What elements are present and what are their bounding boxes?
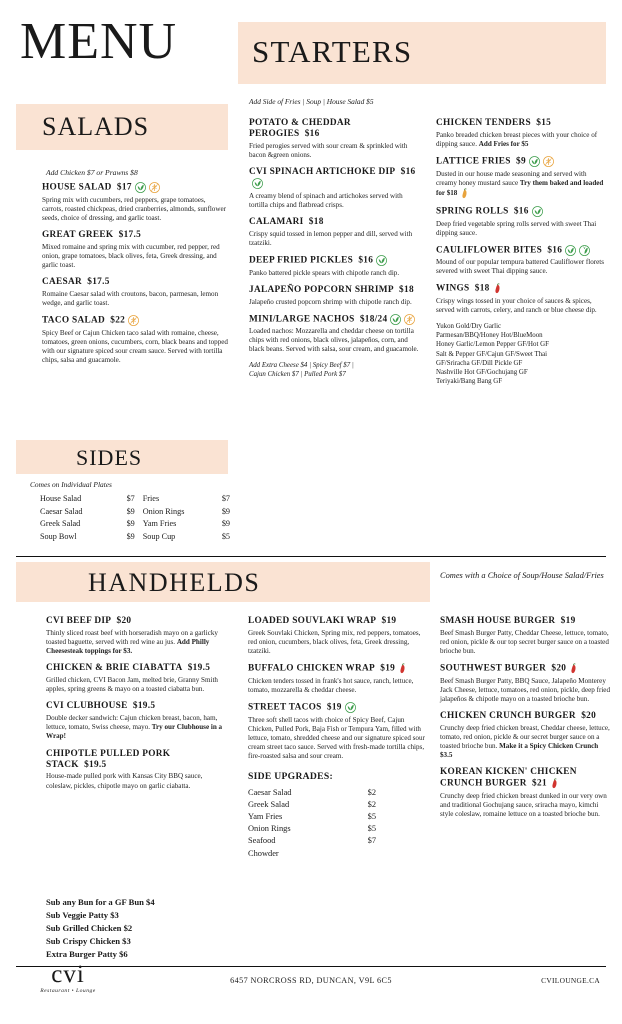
menu-item <box>42 277 228 308</box>
menu-item-description: Crispy wings tossed in your choice of sauces & spices, served with carrots, celery, and ranch or blue cheese dip. <box>436 297 597 315</box>
footer-website: CVILOUNGE.CA <box>541 976 600 985</box>
salads-section-header <box>16 104 228 150</box>
menu-item <box>249 118 421 160</box>
salads-note: Add Chicken $7 or Prawns $8 <box>46 168 138 177</box>
menu-item <box>249 255 421 278</box>
salads-title: SALADS <box>42 112 150 141</box>
side-name: Caesar Salad <box>40 506 83 516</box>
gluten-free-icon <box>404 314 415 325</box>
menu-item-name: CHICKEN TENDERS $15 <box>436 118 552 128</box>
upgrade-price: $5 <box>367 811 376 821</box>
menu-item-description: Chicken tenders tossed in frank's hot sauce, ranch, lettuce, tomato, mozzarella & cheddar cheese. <box>248 676 414 694</box>
side-name: Fries <box>142 493 160 503</box>
menu-item-description: House-made pulled pork with Kansas City BBQ sauce, coleslaw, pickles, chipotle mayo on garlic ciabatta. <box>46 772 203 790</box>
menu-item <box>46 616 228 656</box>
menu-item-name: CHICKEN CRUNCH BURGER $20 <box>440 711 597 722</box>
menu-item-description: Dusted in our house made seasoning and served with creamy honey mustard sauce Try them baked and loaded for $18 <box>436 169 604 198</box>
side-price: $9 <box>221 506 230 516</box>
upgrade-price: $2 <box>367 799 376 809</box>
table-row <box>248 810 376 822</box>
menu-item-name: CAULIFLOWER BITES $16 V <box>436 245 608 257</box>
starters-title: STARTERS <box>252 34 413 69</box>
addon-line: Sub Veggie Patty $3 <box>46 910 119 921</box>
spicy-icon <box>460 188 469 199</box>
side-name: Soup Cup <box>142 532 176 542</box>
menu-item-description: Mixed romaine and spring mix with cucumber, red pepper, red onion, grape tomatoes, black olives, feta, Greek dressing, and garlic toast. <box>42 242 220 269</box>
starters-section-header <box>238 22 606 84</box>
menu-item-name: CALAMARI $18 <box>249 216 324 227</box>
menu-item-description: Mound of our popular tempura battered Cauliflower florets severed with sweet Thai dipping sauce. <box>436 258 605 276</box>
salads-list <box>42 182 228 372</box>
menu-item <box>42 182 228 223</box>
vegetarian-icon <box>376 255 387 266</box>
menu-item-name: BUFFALO CHICKEN WRAP $19 <box>248 663 430 675</box>
table-row <box>248 798 376 810</box>
menu-item-description: Loaded nachos: Mozzarella and cheddar cheese on tortilla chips with red onions, black olives, jalapeños, corn, and black beans. Served with salsa, sour cream, and guacamole. <box>249 327 419 354</box>
menu-item-name: CVI SPINACH ARTICHOKE DIP $16 <box>249 167 421 190</box>
menu-item-highlight: Make it a Spicy Chicken Crunch $3.5 <box>440 742 599 760</box>
table-row <box>40 518 230 531</box>
sides-section-header <box>16 440 228 474</box>
addon-line: Sub Grilled Chicken $2 <box>46 923 133 934</box>
handhelds-column-2 <box>248 616 430 859</box>
starters-column-1 <box>249 118 421 379</box>
spicy-icon <box>550 778 559 789</box>
vegetarian-icon <box>252 178 263 189</box>
menu-item-description: Three soft shell tacos with choice of Spicy Beef, Cajun Chicken, Pulled Pork, Baja Fish or Tempura Yam, filled with lettuce, tomato, shredded cheese and our signature spiced sour cream street taco sauce. Served with fresh-made tortilla chips, fire-roasted salsa and sour cream. <box>248 715 425 760</box>
menu-item-name: POTATO & CHEDDAR PEROGIES $16 <box>249 118 351 139</box>
side-price: $9 <box>126 506 135 516</box>
menu-item <box>436 245 608 277</box>
menu-item <box>249 314 421 355</box>
menu-item <box>440 767 612 819</box>
menu-item-name: SPRING ROLLS $16 <box>436 206 608 218</box>
menu-item-name: STREET TACOS $19 <box>248 702 430 714</box>
handhelds-column-1 <box>46 616 228 798</box>
side-price: $9 <box>221 519 230 529</box>
vegan-icon <box>579 245 590 256</box>
handhelds-column-3 <box>440 616 612 826</box>
menu-item-description: Double decker sandwich: Cajun chicken breast, bacon, ham, lettuce, tomato, Swiss cheese, mayo. Try our Clubhouse in a Wrap! <box>46 714 223 741</box>
starters-column-2 <box>436 118 608 386</box>
menu-item <box>46 701 228 741</box>
menu-item-description: Deep fried vegetable spring rolls served with sweet Thai dipping sauce. <box>436 219 597 237</box>
menu-item <box>249 285 421 307</box>
menu-item-description: Beef Smash Burger Patty, BBQ Sauce, Jalapeño Monterey Jack Cheese, lettuce, tomatoes, red onion, pickle, deep fried jalapeños & chipotle mayo on a toasted brioche bun. <box>440 676 610 703</box>
addon-line: Extra Burger Patty $6 <box>46 949 128 960</box>
vegetarian-icon <box>529 156 540 167</box>
logo-mark: cvi <box>51 961 85 988</box>
sides-note: Comes on Individual Plates <box>30 480 112 489</box>
upgrade-price: $5 <box>367 824 376 834</box>
side-price: $9 <box>126 519 135 529</box>
footer-address: 6457 NORCROSS RD, DUNCAN, V9L 6C5 <box>230 976 392 985</box>
vegetarian-icon <box>532 206 543 217</box>
menu-item <box>436 156 608 199</box>
side-name: Soup Bowl <box>40 532 77 542</box>
menu-item <box>46 749 228 791</box>
upgrade-price: $2 <box>367 787 376 797</box>
sides-price-grid <box>40 492 230 543</box>
table-row <box>40 492 230 505</box>
upgrade-name: Yam Fries <box>248 811 283 821</box>
side-price: $7 <box>126 493 135 503</box>
gluten-free-icon <box>543 156 554 167</box>
menu-item <box>249 217 421 248</box>
addon-line: Sub any Bun for a GF Bun $4 <box>46 897 155 907</box>
vegetarian-icon <box>390 314 401 325</box>
sides-title: SIDES <box>76 445 143 470</box>
starters-side-note: Add Side of Fries | Soup | House Salad $5 <box>249 97 374 106</box>
gluten-free-icon <box>128 315 139 326</box>
menu-item <box>249 167 421 210</box>
menu-item <box>436 118 608 149</box>
addons-list <box>46 896 236 961</box>
menu-item-highlight: Add Fries for $5 <box>478 140 529 149</box>
menu-item-description: Thinly sliced roast beef with horseradish mayo on a garlicky toasted baguette, served with red wine au jus. Add Philly Cheesesteak toppings for $3. <box>46 628 218 656</box>
menu-item-name: WINGS $18 <box>436 283 608 295</box>
spicy-icon <box>569 663 578 674</box>
upgrade-price: $7 <box>367 836 376 846</box>
spicy-icon <box>493 283 502 294</box>
menu-item-highlight: Try them baked and loaded for $18 <box>436 178 604 198</box>
menu-item-description: Fried perogies served with sour cream & sprinkled with bacon &green onions. <box>249 141 408 160</box>
side-name: Greek Salad <box>40 519 81 529</box>
page-title: MENU <box>20 13 178 70</box>
vegetarian-icon <box>135 182 146 193</box>
menu-item-name: SMASH HOUSE BURGER $19 <box>440 616 576 626</box>
upgrade-name: Chowder <box>248 848 279 858</box>
side-name: House Salad <box>40 493 82 503</box>
menu-item <box>436 206 608 238</box>
menu-item-name: LATTICE FRIES $9 <box>436 156 608 168</box>
table-row <box>248 786 376 798</box>
table-row <box>40 530 230 543</box>
menu-item-name: CAESAR $17.5 <box>42 277 110 288</box>
menu-item-description: A creamy blend of spinach and artichokes served with tortilla chips and flatbread crisps. <box>249 191 403 209</box>
gluten-free-icon <box>149 182 160 193</box>
side-price: $9 <box>126 532 135 542</box>
upgrade-name: Onion Rings <box>248 824 291 834</box>
table-row <box>248 823 376 835</box>
upgrade-name: Caesar Salad <box>248 787 292 797</box>
menu-item <box>248 663 430 695</box>
menu-item-description: Spring mix with cucumbers, red peppers, grape tomatoes, carrots, roasted chickpeas, dried cranberries, almonds, sunflower seeds, choice of dressing, and garlic toast. <box>42 195 226 222</box>
menu-item <box>42 230 228 270</box>
upgrade-price <box>355 847 376 859</box>
menu-item-description: Romaine Caesar salad with croutons, bacon, parmesan, lemon wedge, and garlic toast. <box>42 290 219 308</box>
table-row <box>248 835 376 847</box>
vegetarian-icon <box>345 702 356 713</box>
side-upgrades-title: SIDE UPGRADES: <box>248 770 333 782</box>
svg-text:V: V <box>583 245 586 250</box>
menu-item-name: LOADED SOUVLAKI WRAP $19 <box>248 616 397 626</box>
menu-item <box>46 663 228 694</box>
side-price: $5 <box>221 532 230 542</box>
addon-line: Sub Crispy Chicken $3 <box>46 936 131 947</box>
handhelds-title: HANDHELDS <box>88 568 261 597</box>
table-row <box>40 505 230 518</box>
menu-item-name: CVI CLUBHOUSE $19.5 <box>46 701 156 712</box>
menu-item-description: Beef Smash Burger Patty, Cheddar Cheese, lettuce, tomato, red onion, pickle & our top secret burger sauce on a toasted brioche bun. <box>440 628 609 656</box>
menu-item <box>436 283 608 315</box>
menu-item-highlight: Add Philly Cheesesteak toppings for $3. <box>46 638 210 656</box>
wing-flavours-list: Yukon Gold/Dry Garlic Parmesan/BBQ/Honey Hot/BlueMoon Honey Garlic/Lemon Pepper GF/Hot GF Salt & Pepper GF/Cajun GF/Sweet Thai GF/Sriracha GF/Dill Pickle GF Nashville Hot GF/Gochujang GF Teriyaki/Bang Bang GF <box>436 323 549 385</box>
menu-item <box>42 315 228 365</box>
menu-item-description: Crispy squid tossed in lemon pepper and dill, served with tzatziki. <box>249 229 413 247</box>
menu-item <box>440 711 612 760</box>
menu-item <box>440 663 612 704</box>
handhelds-section-header <box>16 562 430 602</box>
menu-item-description: Panko breaded chicken breast pieces with your choice of dipping sauce. Add Fries for $5 <box>436 130 598 149</box>
menu-item-name: CVI BEEF DIP $20 <box>46 616 132 626</box>
side-name: Onion Rings <box>142 506 185 516</box>
upgrade-name: Greek Salad <box>248 799 290 809</box>
menu-item-description: Grilled chicken, CVI Bacon Jam, melted brie, Granny Smith apples, spring greens & mayo on a toasted ciabatta bun. <box>46 676 218 694</box>
logo-subtitle: Restaurant • Lounge <box>40 988 96 994</box>
menu-item-name: JALAPEÑO POPCORN SHRIMP $18 <box>249 284 414 295</box>
menu-item-description: Crunchy deep fried chicken breast, Cheddar cheese, lettuce, tomato, red onion, pickle & our secret burger sauce on a toasted brioche bun. Make it a Spicy Chicken Crunch $3.5 <box>440 724 610 760</box>
menu-item-description: Panko battered pickle spears with chipotle ranch dip. <box>249 268 400 277</box>
menu-item <box>248 702 430 761</box>
menu-item-name: TACO SALAD $22 <box>42 315 228 327</box>
menu-item-name: KOREAN KICKEN' CHICKEN CRUNCH BURGER $21 <box>440 767 577 789</box>
menu-item-name: GREAT GREEK $17.5 <box>42 229 142 240</box>
menu-item <box>440 616 612 656</box>
side-upgrades-list <box>248 786 430 859</box>
side-price: $7 <box>221 493 230 503</box>
side-name: Yam Fries <box>142 519 177 529</box>
handhelds-note: Comes with a Choice of Soup/House Salad/Fries <box>440 571 604 580</box>
spicy-icon <box>398 663 407 674</box>
vegetarian-icon <box>565 245 576 256</box>
menu-item-name: DEEP FRIED PICKLES $16 <box>249 255 421 267</box>
menu-item-highlight: Try our Clubhouse in a Wrap! <box>46 723 223 741</box>
nachos-add-ons: Add Extra Cheese $4 | Spicy Beef $7 | Cajun Chicken $7 | Pulled Pork $7 <box>249 361 354 378</box>
menu-item-name: CHICKEN & BRIE CIABATTA $19.5 <box>46 663 211 674</box>
menu-item-name: HOUSE SALAD $17 <box>42 182 228 194</box>
section-divider <box>16 556 606 557</box>
menu-item-name: MINI/LARGE NACHOS $18/24 <box>249 314 421 326</box>
menu-item-description: Greek Souvlaki Chicken, Spring mix, red peppers, tomatoes, red onion, cucumbers, black olives, feta, Greek dressing, tzatziki. <box>248 628 421 656</box>
table-row <box>248 847 376 859</box>
menu-item-description: Crunchy deep fried chicken breast dunked in our very own and traditional Gochujang sauce, sriracha mayo, kimchi style coleslaw, romaine lettuce on a toasted brioche bun. <box>440 791 607 819</box>
menu-item-name: SOUTHWEST BURGER $20 <box>440 663 612 675</box>
menu-item-description: Jalapeño crusted popcorn shrimp with chipotle ranch dip. <box>249 297 412 306</box>
menu-item <box>248 616 430 656</box>
upgrade-name: Seafood <box>248 836 276 846</box>
menu-item-description: Spicy Beef or Cajun Chicken taco salad with romaine, cheese, tomatoes, green onions, cucumbers, corn, black beans and topped with our signature spiced sour cream sauce. Served with tortilla chips, salsa and guacamole. <box>42 328 228 365</box>
menu-item-name: CHIPOTLE PULLED PORK STACK $19.5 <box>46 748 171 770</box>
